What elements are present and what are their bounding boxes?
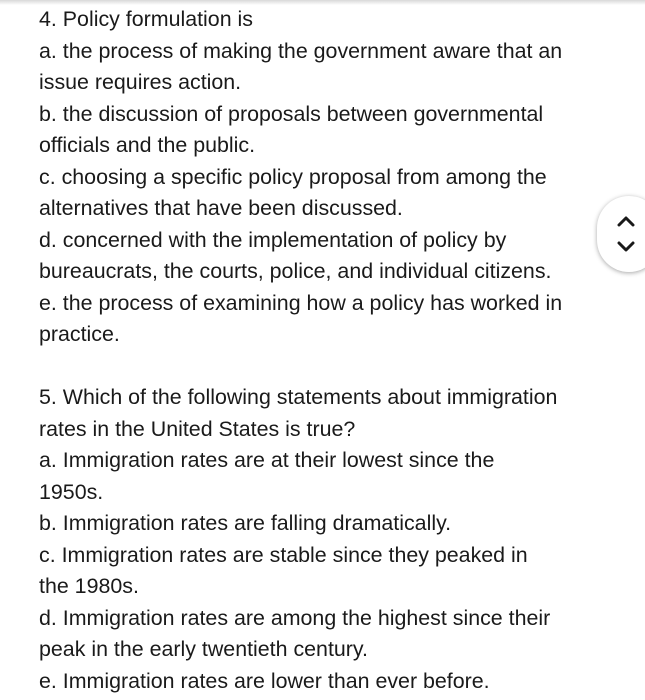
question-5-option-a: a. Immigration rates are at their lowest since the bbox=[39, 448, 495, 472]
previous-button[interactable] bbox=[615, 210, 637, 232]
question-5-option-b: b. Immigration rates are falling dramatically. bbox=[39, 511, 452, 535]
question-5-option-c-cont: the 1980s. bbox=[39, 574, 139, 598]
question-4-option-d: d. concerned with the implementation of policy by bbox=[39, 227, 507, 252]
question-text bbox=[39, 4, 619, 697]
question-4-stem: 4. Policy formulation is bbox=[39, 7, 253, 31]
question-4-option-e: e. the process of examining how a policy has worked in bbox=[39, 290, 563, 315]
chevron-down-icon bbox=[617, 241, 635, 253]
question-4-option-c: c. choosing a specific policy proposal from among the bbox=[39, 164, 547, 189]
question-5 bbox=[39, 382, 619, 697]
question-5-stem: 5. Which of the following statements about immigration bbox=[39, 385, 558, 409]
question-5-option-c: c. Immigration rates are stable since they peaked in bbox=[39, 542, 528, 567]
question-pager bbox=[597, 196, 645, 272]
question-separator bbox=[39, 351, 619, 383]
question-5-stem-cont: rates in the United States is true? bbox=[39, 416, 356, 441]
question-4-option-e-cont: practice. bbox=[39, 322, 120, 346]
chevron-up-icon bbox=[617, 215, 635, 227]
question-4-option-a: a. the process of making the government aware that an bbox=[39, 38, 563, 63]
question-4-option-a-cont: issue requires action. bbox=[39, 70, 242, 94]
question-5-option-e: e. Immigration rates are lower than ever before. bbox=[39, 668, 490, 693]
question-5-option-d-cont: peak in the early twentieth century. bbox=[39, 637, 368, 661]
question-4-option-d-cont: bureaucrats, the courts, police, and individual citizens. bbox=[39, 259, 552, 283]
question-4-option-b: b. the discussion of proposals between governmental bbox=[39, 101, 544, 126]
question-4 bbox=[39, 4, 619, 351]
question-5-option-a-cont: 1950s. bbox=[39, 479, 104, 504]
question-4-option-b-cont: officials and the public. bbox=[39, 133, 256, 157]
question-4-option-c-cont: alternatives that have been discussed. bbox=[39, 196, 403, 220]
next-button[interactable] bbox=[615, 236, 637, 258]
question-5-option-d: d. Immigration rates are among the highest since their bbox=[39, 605, 551, 630]
